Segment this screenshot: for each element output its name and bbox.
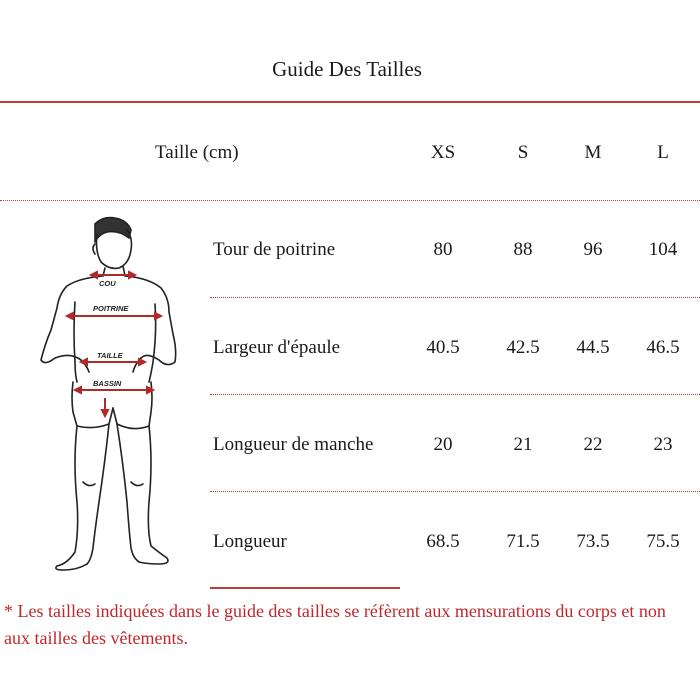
size-header-l: L (657, 142, 669, 163)
size-disclaimer-note: * Les tailles indiquées dans le guide des tailles se réfèrent aux mensurations du corps et non aux tailles des vêtements. (4, 601, 666, 648)
row-label-chest: Tour de poitrine (213, 239, 336, 260)
table-cell: 73.5 (576, 531, 610, 552)
table-cell: 21 (513, 434, 533, 455)
title-divider (0, 101, 700, 103)
row-divider (210, 394, 700, 395)
table-cell: 88 (513, 239, 533, 260)
body-measurement-figure (15, 212, 185, 580)
table-cell: 104 (648, 239, 678, 260)
row-divider (0, 200, 700, 201)
table-cell: 96 (583, 239, 603, 260)
table-cell: 71.5 (506, 531, 540, 552)
figure-label-waist: TAILLE (97, 351, 123, 360)
row-divider (210, 297, 700, 298)
table-cell: 80 (433, 239, 453, 260)
size-header-xs: XS (430, 142, 456, 163)
figure-label-neck: COU (99, 279, 116, 288)
table-cell: 44.5 (576, 337, 610, 358)
figure-label-chest: POITRINE (93, 304, 129, 313)
table-cell: 75.5 (646, 531, 680, 552)
page-title: Guide Des Tailles (272, 57, 422, 81)
row-label-sleeve: Longueur de manche (213, 434, 374, 455)
size-header-m: M (584, 142, 602, 163)
table-cell: 40.5 (426, 337, 460, 358)
size-column-header: Taille (cm) (155, 142, 239, 163)
table-cell: 68.5 (426, 531, 460, 552)
row-divider (210, 491, 700, 492)
row-label-shoulder: Largeur d'épaule (213, 337, 341, 358)
table-cell: 23 (653, 434, 673, 455)
table-cell: 22 (583, 434, 603, 455)
table-cell: 42.5 (506, 337, 540, 358)
row-label-length: Longueur (213, 531, 287, 552)
table-cell: 46.5 (646, 337, 680, 358)
table-bottom-rule (210, 587, 400, 589)
figure-label-hips: BASSIN (93, 379, 122, 388)
table-cell: 20 (433, 434, 453, 455)
size-header-s: S (517, 142, 529, 163)
